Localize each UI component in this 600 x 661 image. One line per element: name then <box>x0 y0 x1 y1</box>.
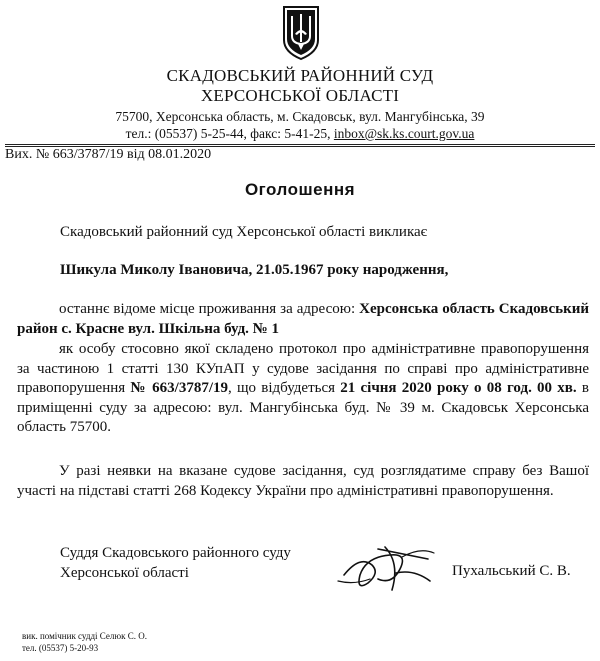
header-divider-top <box>5 144 595 145</box>
footer-assistant: вик. помічник судді Селюк С. О. <box>22 631 147 641</box>
address-prefix: останнє відоме місце проживання за адресою: <box>59 301 360 317</box>
case-text-1: як особу стосовно якої складено протокол про адміністративне правопорушення за частиною 1 статті 130 КУпАП у судове засідання по справі про адміністративне правопорушення <box>17 341 589 396</box>
case-number: № 663/3787/19 <box>130 380 229 396</box>
judge-position-line1: Суддя Скадовського районного суду <box>60 545 291 561</box>
document-title: Оголошення <box>244 180 356 199</box>
address-value: Херсонська область Скадовський район с. Красне вул. Шкільна буд. № 1 <box>17 301 589 337</box>
intro-paragraph: Скадовський районний суд Херсонської області викликає <box>60 224 428 240</box>
court-name-line1: СКАДОВСЬКИЙ РАЙОННИЙ СУД <box>166 66 434 85</box>
court-address: 75700, Херсонська область, м. Скадовськ, вул. Мангубінська, 39 <box>115 109 485 124</box>
case-text-2: , що відбудеться <box>228 380 341 396</box>
case-paragraph <box>17 340 589 438</box>
judge-position <box>60 543 291 583</box>
ukraine-trident-emblem-icon <box>281 4 321 62</box>
address-paragraph <box>17 300 589 339</box>
footer-phone: тел. (05537) 5-20-93 <box>22 643 99 653</box>
judge-name: Пухальський С. В. <box>452 563 571 579</box>
judge-position-line2: Херсонської області <box>60 565 189 581</box>
phone-fax: тел.: (05537) 5-25-44, факс: 5-41-25, <box>125 126 334 141</box>
summoned-person: Шикула Миколу Івановича, 21.05.1967 року народження, <box>60 262 449 278</box>
court-contacts <box>0 125 600 142</box>
email-link[interactable]: inbox@sk.ks.court.gov.ua <box>333 126 475 141</box>
hearing-datetime: 21 січня 2020 року о 08 год. 00 хв. <box>340 380 577 396</box>
handwritten-signature-icon <box>330 535 440 600</box>
warning-paragraph: У разі неявки на вказане судове засідання, суд розглядатиме справу без Вашої участі на підставі статті 268 Кодексу України про адміністративні правопорушення. <box>17 463 589 499</box>
case-text-3: в приміщенні суду за адресою: вул. Мангубінська буд. № 39 м. Скадовськ Херсонська область 75700. <box>17 380 589 435</box>
outgoing-reference: Вих. № 663/3787/19 від 08.01.2020 <box>5 147 212 162</box>
court-name-line2: ХЕРСОНСЬКОЇ ОБЛАСТІ <box>200 86 400 105</box>
